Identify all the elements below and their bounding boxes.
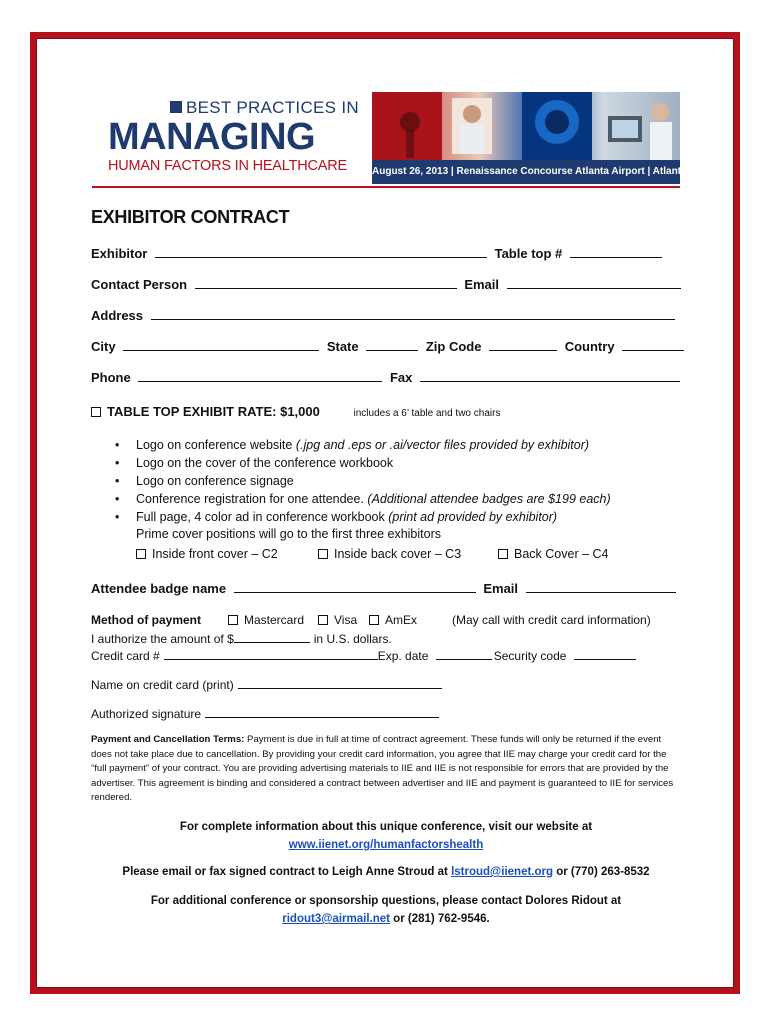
cover-c3-checkbox[interactable] [318, 549, 328, 559]
country-field[interactable] [622, 338, 684, 351]
footer-info [91, 818, 681, 854]
country-label: Country [564, 339, 615, 354]
page-title: EXHIBITOR CONTRACT [91, 207, 290, 227]
address-label: Address [91, 308, 144, 323]
authorize-amount-field[interactable] [234, 630, 310, 643]
phone-field[interactable] [138, 369, 382, 382]
email-label: Email [464, 277, 500, 292]
email-field[interactable] [507, 276, 681, 289]
exhibit-rate-note: includes a 6’ table and two chairs [353, 408, 501, 419]
footer-questions: For additional conference or sponsorship questions, please contact Dolores Ridout at ridout3@airmail.net or (281) 762-9546. [91, 892, 681, 928]
payment-visa[interactable]: Visa [318, 613, 357, 627]
state-field[interactable] [366, 338, 418, 351]
exp-date-field[interactable] [436, 647, 492, 660]
stroud-email-link[interactable]: lstroud@iienet.org [451, 866, 554, 878]
table-top-field[interactable] [570, 245, 662, 258]
footer-questions-line: For additional conference or sponsorship questions, please contact Dolores Ridout at [150, 895, 622, 907]
exhibit-rate-checkbox[interactable] [91, 407, 101, 417]
zip-code-field[interactable] [489, 338, 557, 351]
badge-email-field[interactable] [526, 580, 676, 593]
contact-person-label: Contact Person [91, 277, 188, 292]
header-rule [92, 186, 680, 188]
payment-mastercard[interactable]: Mastercard [228, 613, 304, 627]
list-item: • Logo on conference website (.jpg and .eps or .ai/vector files provided by exhibitor) [115, 436, 611, 454]
contact-row [91, 276, 685, 292]
badge-name-field[interactable] [234, 580, 476, 593]
address-field[interactable] [151, 307, 675, 320]
footer-info-line: For complete information about this unique conference, visit our website at [179, 821, 593, 833]
benefits-list [115, 436, 611, 526]
state-label: State [326, 339, 359, 354]
credit-card-row: Credit card # Exp. date Security code [91, 647, 640, 663]
payment-amex[interactable]: AmEx [369, 613, 417, 627]
conference-logo [108, 98, 359, 190]
prime-cover-note: Prime cover positions will go to the first three exhibitors [136, 527, 441, 541]
header-banner [372, 92, 709, 184]
city-label: City [91, 339, 116, 354]
amex-checkbox[interactable] [369, 615, 379, 625]
website-link[interactable]: www.iienet.org/humanfactorshealth [288, 839, 484, 851]
logo-line3: HUMAN FACTORS IN HEALTHCARE [108, 158, 347, 174]
exhibit-rate-row [91, 404, 500, 419]
city-field[interactable] [123, 338, 319, 351]
credit-card-field[interactable] [164, 647, 378, 660]
cover-option-c3[interactable]: Inside back cover – C3 [318, 547, 461, 561]
event-date-location: August 26, 2013 | Renaissance Concourse Atlanta Airport | Atlanta, Ga. [372, 160, 680, 184]
address-row [91, 307, 679, 323]
badge-name-label: Attendee badge name [91, 581, 227, 596]
payment-method-label: Method of payment [91, 613, 201, 627]
payment-note: (May call with credit card information) [452, 613, 651, 627]
logo-line2: MANAGING [108, 116, 316, 158]
logo-line1: BEST PRACTICES IN [186, 98, 359, 117]
fax-field[interactable] [420, 369, 680, 382]
mastercard-checkbox[interactable] [228, 615, 238, 625]
exhibitor-row [91, 245, 666, 261]
phone-label: Phone [91, 370, 131, 385]
list-item: • Logo on conference signage [115, 472, 611, 490]
name-on-card-field[interactable] [238, 676, 442, 689]
name-on-card-row: Name on credit card (print) [91, 676, 446, 692]
city-row [91, 338, 688, 354]
exhibitor-label: Exhibitor [91, 246, 148, 261]
authorize-row: I authorize the amount of $ in U.S. dollars. [91, 632, 392, 646]
footer-contact: Please email or fax signed contract to Leigh Anne Stroud at lstroud@iienet.org or (770) 263-8532 [122, 866, 650, 878]
terms-heading: Payment and Cancellation Terms: [91, 734, 245, 745]
table-top-label: Table top # [494, 246, 563, 261]
exhibitor-field[interactable] [155, 245, 487, 258]
phone-row [91, 369, 684, 385]
cover-option-c2[interactable]: Inside front cover – C2 [136, 547, 278, 561]
list-item: • Logo on the cover of the conference workbook [115, 454, 611, 472]
ridout-email-link[interactable]: ridout3@airmail.net [282, 913, 390, 925]
contact-person-field[interactable] [195, 276, 457, 289]
zip-code-label: Zip Code [425, 339, 482, 354]
list-item: • Full page, 4 color ad in conference workbook (print ad provided by exhibitor) [115, 508, 611, 526]
cover-option-c4[interactable]: Back Cover – C4 [498, 547, 608, 561]
list-item: • Conference registration for one attendee. (Additional attendee badges are $199 each) [115, 490, 611, 508]
terms-body: Payment is due in full at time of contract agreement. These funds will only be returned if the event does not take place due to cancellation. By providing your credit card information, you agree that IIE may charge your credit card for the “full payment” of your contract. You are providing advertising materials to IIE and IIE is not responsible for errors that are provided by the advertiser. This agreement is binding and considered a contract between advertiser and IIE and payment is guaranteed to IIE for services rendered. [91, 734, 674, 803]
exhibit-rate-label: TABLE TOP EXHIBIT RATE: $1,000 [107, 404, 320, 419]
cover-c4-checkbox[interactable] [498, 549, 508, 559]
payment-terms [91, 733, 681, 806]
signature-row: Authorized signature [91, 705, 443, 721]
visa-checkbox[interactable] [318, 615, 328, 625]
cover-c2-checkbox[interactable] [136, 549, 146, 559]
security-code-field[interactable] [574, 647, 636, 660]
signature-field[interactable] [205, 705, 439, 718]
banner-photo-collage [372, 92, 680, 160]
badge-email-label: Email [483, 581, 519, 596]
badge-row [91, 580, 680, 596]
fax-label: Fax [389, 370, 413, 385]
